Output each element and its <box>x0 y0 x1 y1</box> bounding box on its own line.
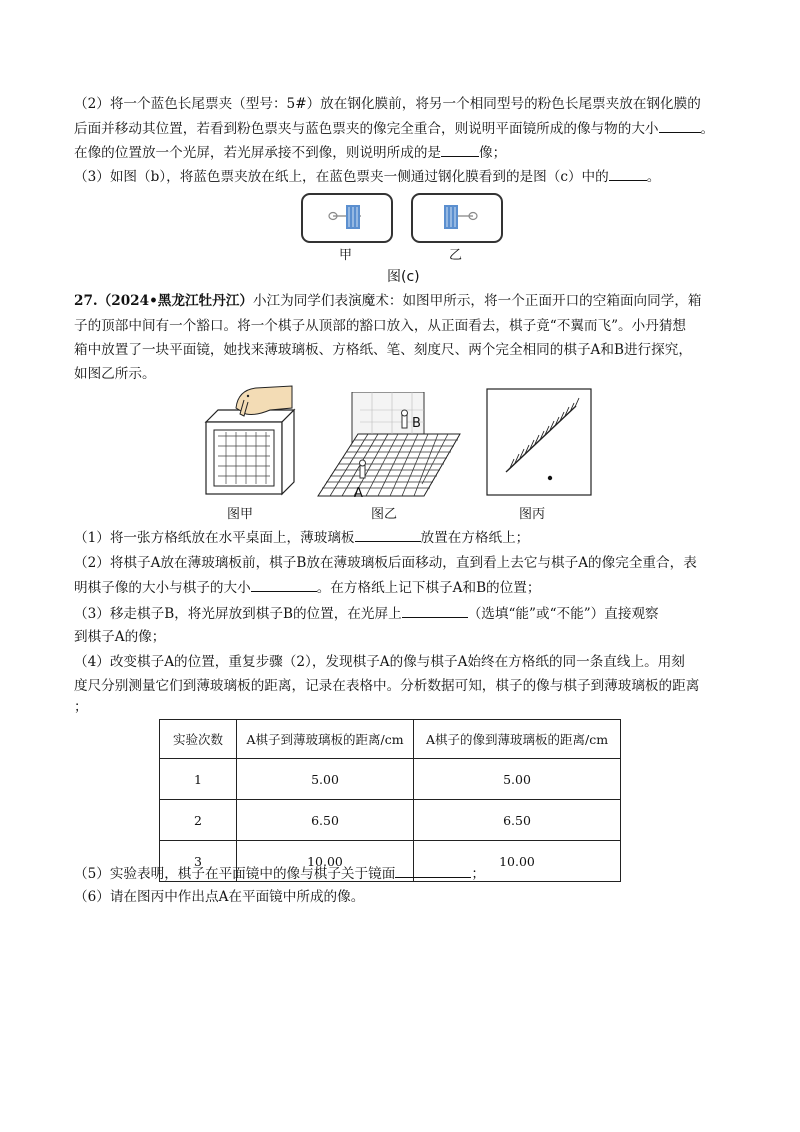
q27-step5: （5）实验表明，棋子在平面镜中的像与棋子关于镜面 ； <box>74 863 485 884</box>
question-source: （2024•黑龙江牡丹江） <box>97 293 253 309</box>
table-cell: 5.00 <box>237 759 414 800</box>
figure-jia-box-drawing <box>196 380 306 500</box>
q27-step4-line3: ； <box>74 699 88 715</box>
q26-part2-line2: 后面并移动其位置，若看到粉色票夹与蓝色票夹的像完全重合，则说明平面镜所成的像与物的大小 。 <box>74 118 714 139</box>
q27-intro-line3: 箱中放置了一块平面镜，她找来薄玻璃板、方格纸、笔、刻度尺、两个完全相同的棋子A和B进行探究， <box>74 342 692 358</box>
figure-c-caption: 图(c) <box>387 269 420 285</box>
table-row <box>160 800 621 841</box>
figure-jia-caption: 图甲 <box>227 507 254 522</box>
q27-step6: （6）请在图丙中作出点A在平面镜中所成的像。 <box>74 889 365 905</box>
figure-yi-glass-grid-drawing <box>314 392 464 500</box>
table-cell: 10.00 <box>237 841 414 882</box>
point-a-dot <box>548 476 552 480</box>
figure-bing-mirror-drawing <box>484 386 594 498</box>
table-cell: 6.50 <box>414 800 621 841</box>
q26-part3: （3）如图（b），将蓝色票夹放在纸上，在蓝色票夹一侧通过钢化膜看到的是图（c）中的 。 <box>74 166 660 187</box>
q27-step4-line2: 度尺分别测量它们到薄玻璃板的距离，记录在表格中。分析数据可知，棋子的像与棋子到薄玻璃板的距离 <box>74 678 700 694</box>
figure-c-label-yi: 乙 <box>449 248 463 263</box>
q27-intro-line1: 27.（2024•黑龙江牡丹江）小江为同学们表演魔术：如图甲所示，将一个正面开口的空箱面向同学，箱 <box>74 293 702 309</box>
figure-c-label-jia: 甲 <box>339 248 353 263</box>
figure-c-box-jia <box>301 193 393 243</box>
data-table <box>159 719 621 882</box>
answer-blank[interactable] <box>441 142 479 157</box>
table-cell: 3 <box>160 841 237 882</box>
q27-step3-line1: （3）移走棋子B，将光屏放到棋子B的位置，在光屏上 （选填“能”或“不能”）直接观察 <box>74 603 659 624</box>
figure-yi-label-a: A <box>354 486 363 501</box>
figure-c-box-yi <box>411 193 503 243</box>
table-cell: 6.50 <box>237 800 414 841</box>
binder-clip-icon <box>413 195 501 241</box>
table-cell: 2 <box>160 800 237 841</box>
table-cell: 5.00 <box>414 759 621 800</box>
figure-yi-label-b: B <box>412 416 421 431</box>
table-header-cell: A棋子的像到薄玻璃板的距离/cm <box>414 720 621 759</box>
answer-blank[interactable] <box>609 166 647 181</box>
q27-intro-line4: 如图乙所示。 <box>74 366 156 382</box>
table-header-row <box>160 720 621 759</box>
answer-blank[interactable] <box>355 527 421 542</box>
question-number: 27. <box>74 293 98 309</box>
q27-step2-line1: （2）将棋子A放在薄玻璃板前，棋子B放在薄玻璃板后面移动，直到看上去它与棋子A的像完全重合，表 <box>74 555 697 571</box>
table-header-cell: 实验次数 <box>160 720 237 759</box>
q27-step2-line2: 明棋子像的大小与棋子的大小 。在方格纸上记下棋子A和B的位置； <box>74 577 540 598</box>
binder-clip-icon <box>303 195 391 241</box>
answer-blank[interactable] <box>251 577 317 592</box>
table-header-cell: A棋子到薄玻璃板的距离/cm <box>237 720 414 759</box>
figure-yi-caption: 图乙 <box>371 507 398 522</box>
table-cell: 10.00 <box>414 841 621 882</box>
answer-blank[interactable] <box>659 118 701 133</box>
table-row <box>160 759 621 800</box>
table-cell: 1 <box>160 759 237 800</box>
q27-step3-line2: 到棋子A的像； <box>74 629 166 645</box>
answer-blank[interactable] <box>402 603 468 618</box>
answer-blank[interactable] <box>395 863 471 878</box>
q27-step4-line1: （4）改变棋子A的位置，重复步骤（2），发现棋子A的像与棋子A始终在方格纸的同一条直线上。用刻 <box>74 654 685 670</box>
q26-part2-line1: （2）将一个蓝色长尾票夹（型号：5#）放在钢化膜前，将另一个相同型号的粉色长尾票夹放在钢化膜的 <box>74 96 701 112</box>
q26-part2-line3: 在像的位置放一个光屏，若光屏承接不到像，则说明所成的是 像； <box>74 142 506 163</box>
q27-step1: （1）将一张方格纸放在水平桌面上，薄玻璃板 放置在方格纸上； <box>74 527 529 548</box>
q27-intro-line2: 子的顶部中间有一个豁口。将一个棋子从顶部的豁口放入，从正面看去，棋子竟“不翼而飞”。小丹猜想 <box>74 318 687 334</box>
figure-bing-caption: 图丙 <box>519 507 546 522</box>
